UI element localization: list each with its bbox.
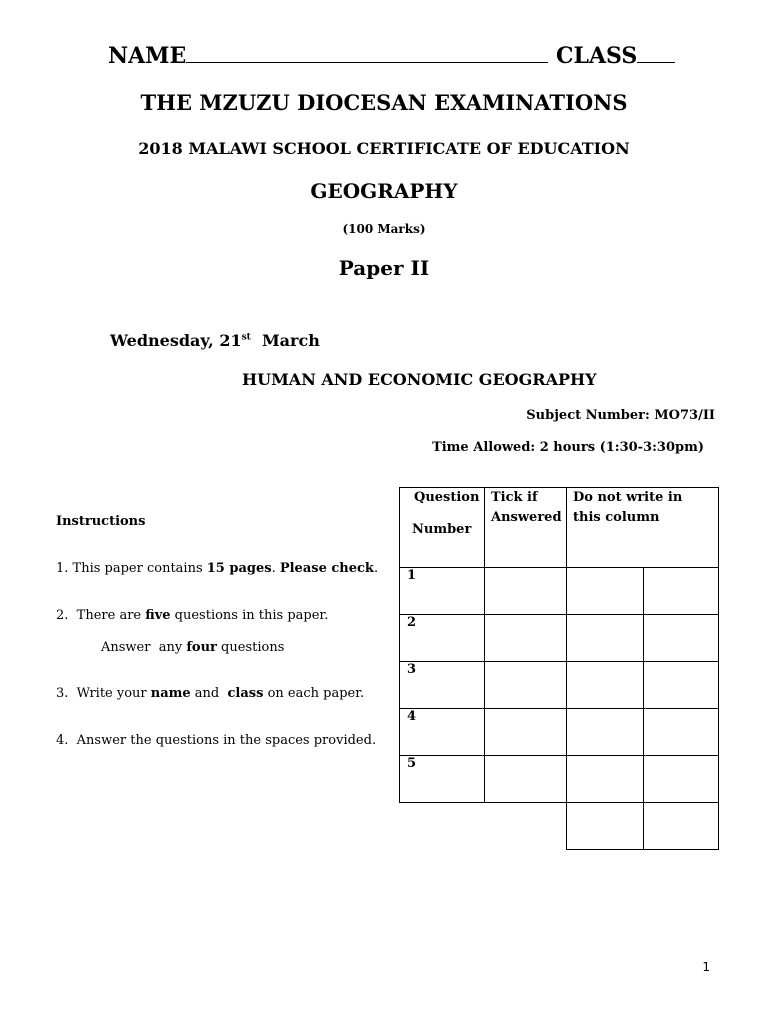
total-cell bbox=[643, 802, 719, 850]
class-label: CLASS bbox=[555, 43, 638, 69]
instruction-text: questions bbox=[216, 640, 285, 655]
name-class-line bbox=[108, 42, 675, 69]
name-blank bbox=[186, 42, 548, 63]
header-text: Question bbox=[414, 490, 480, 505]
date-month: March bbox=[261, 331, 320, 350]
instruction-emphasis: class bbox=[227, 686, 264, 701]
instruction-item-4: 4. Answer the questions in the spaces provided. bbox=[56, 733, 377, 748]
header-do-not-write bbox=[566, 487, 719, 568]
instruction-text: . bbox=[373, 561, 379, 576]
question-number-cell: 3 bbox=[399, 661, 485, 709]
instructions-heading: Instructions bbox=[56, 514, 146, 529]
certificate-title: 2018 MALAWI SCHOOL CERTIFICATE OF EDUCATION bbox=[138, 139, 630, 158]
examiner-cell bbox=[643, 708, 719, 756]
question-number-cell: 2 bbox=[399, 614, 485, 662]
exam-body-title: THE MZUZU DIOCESAN EXAMINATIONS bbox=[140, 90, 628, 115]
paper-title: Paper II bbox=[338, 256, 430, 280]
tick-cell[interactable] bbox=[484, 708, 567, 756]
examiner-cell bbox=[566, 661, 644, 709]
examiner-cell bbox=[566, 708, 644, 756]
examiner-cell bbox=[643, 755, 719, 803]
question-number-cell: 1 bbox=[399, 567, 485, 615]
instruction-item-2 bbox=[56, 608, 328, 623]
examiner-cell bbox=[566, 755, 644, 803]
total-cell bbox=[566, 802, 644, 850]
instruction-emphasis: four bbox=[186, 640, 217, 655]
instruction-text: and bbox=[190, 686, 228, 701]
examiner-cell bbox=[643, 661, 719, 709]
instruction-emphasis: name bbox=[150, 686, 191, 701]
examiner-cell bbox=[566, 567, 644, 615]
class-blank bbox=[637, 42, 675, 63]
instruction-item-2-subline bbox=[101, 640, 284, 655]
examiner-cell bbox=[643, 567, 719, 615]
instruction-emphasis: five bbox=[145, 608, 171, 623]
instruction-text: questions in this paper. bbox=[170, 608, 329, 623]
instruction-text: on each paper. bbox=[263, 686, 365, 701]
date-ordinal: st bbox=[241, 332, 251, 343]
header-text: this column bbox=[573, 510, 660, 525]
tick-cell[interactable] bbox=[484, 755, 567, 803]
tick-cell[interactable] bbox=[484, 614, 567, 662]
header-text: Do not write in bbox=[573, 490, 683, 505]
date-day: Wednesday, 21 bbox=[110, 331, 242, 350]
header-question-number bbox=[399, 487, 485, 568]
header-text: Answered bbox=[491, 510, 562, 525]
tick-cell[interactable] bbox=[484, 661, 567, 709]
exam-date bbox=[110, 331, 320, 350]
subject-number: Subject Number: MO73/II bbox=[526, 408, 715, 423]
question-number-cell: 5 bbox=[399, 755, 485, 803]
section-title: HUMAN AND ECONOMIC GEOGRAPHY bbox=[242, 370, 597, 389]
total-marks: (100 Marks) bbox=[342, 222, 426, 236]
instruction-text: Answer any bbox=[101, 640, 187, 655]
instruction-text: . bbox=[271, 561, 280, 576]
instruction-emphasis: 15 pages bbox=[206, 561, 272, 576]
instruction-text: 1. This paper contains bbox=[56, 561, 207, 576]
tick-cell[interactable] bbox=[484, 567, 567, 615]
instruction-text: 2. There are bbox=[56, 608, 146, 623]
header-text: Number bbox=[412, 522, 472, 537]
examiner-cell bbox=[643, 614, 719, 662]
time-allowed: Time Allowed: 2 hours (1:30-3:30pm) bbox=[432, 440, 704, 455]
header-text: Tick if bbox=[491, 490, 538, 505]
name-label: NAME bbox=[108, 43, 187, 69]
subject-title: GEOGRAPHY bbox=[310, 179, 458, 203]
question-number-cell: 4 bbox=[399, 708, 485, 756]
header-tick-if-answered bbox=[484, 487, 567, 568]
instruction-item-3 bbox=[56, 686, 364, 701]
examiner-cell bbox=[566, 614, 644, 662]
instruction-text: 3. Write your bbox=[56, 686, 151, 701]
page-number: 1 bbox=[702, 960, 710, 974]
instruction-emphasis: Please check bbox=[279, 561, 374, 576]
instruction-item-1 bbox=[56, 561, 378, 576]
